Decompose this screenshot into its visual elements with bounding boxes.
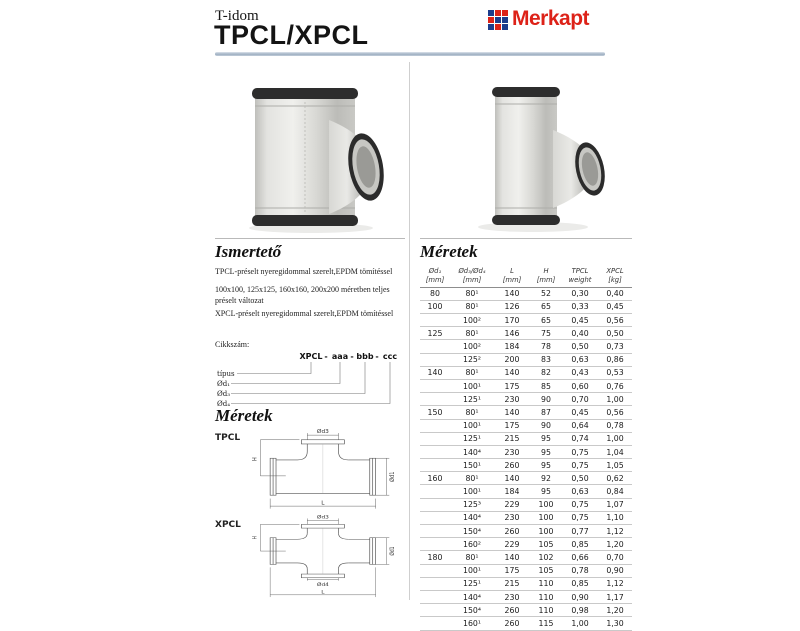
table-row: 140⁴ 230 100 0,75 1,10 <box>420 511 632 524</box>
table-row: 140⁴ 230 110 0,90 1,17 <box>420 590 632 603</box>
code-separator-2: - <box>350 352 354 361</box>
table-row: 80 80¹ 140 52 0,30 0,40 <box>420 287 632 300</box>
table-row: 100¹ 175 105 0,78 0,90 <box>420 564 632 577</box>
tpcl-technical-drawing <box>235 428 401 512</box>
drawings-heading: Méretek <box>215 406 273 425</box>
merkapt-logo-text: Merkapt <box>512 7 590 30</box>
article-number-label: Cikkszám: <box>215 340 250 349</box>
tpcl-drawing-label: TPCL <box>215 433 241 443</box>
tpcl-dim-d1: Ød1 <box>389 471 397 482</box>
table-row: 140⁴ 230 95 0,75 1,04 <box>420 445 632 458</box>
xpcl-drawing-label: XPCL <box>215 520 241 530</box>
table-row: 100¹ 175 85 0,60 0,76 <box>420 379 632 392</box>
table-row: 125³ 229 100 0,75 1,07 <box>420 498 632 511</box>
xpcl-product-photo <box>443 78 633 236</box>
table-row: 180 80¹ 140 102 0,66 0,70 <box>420 551 632 564</box>
table-row: 160 80¹ 140 92 0,50 0,62 <box>420 472 632 485</box>
intro-paragraph-2: 100x100, 125x125, 160x160, 200x200 méretben teljes préselt változat <box>215 285 390 306</box>
table-row: 140 80¹ 140 82 0,43 0,53 <box>420 366 632 379</box>
size-table <box>420 266 632 631</box>
code-separator-3: - <box>375 352 379 361</box>
column-divider <box>409 62 410 600</box>
size-table-body <box>420 287 632 630</box>
col-header-l: L [mm] <box>494 266 530 287</box>
xpcl-dim-h: H <box>251 536 259 540</box>
merkapt-logo <box>487 7 589 31</box>
xpcl-technical-drawing <box>235 514 401 600</box>
tpcl-dim-d3: Ød3 <box>316 429 329 435</box>
table-row: 125¹ 215 110 0,85 1,12 <box>420 577 632 590</box>
table-row: 150⁴ 260 110 0,98 1,20 <box>420 604 632 617</box>
table-row: 100 80¹ 126 65 0,33 0,45 <box>420 300 632 313</box>
page-title: TPCL/XPCL <box>214 20 369 50</box>
xpcl-dim-d4: Ød4 <box>316 582 329 588</box>
code-legend-d3: Ød₃ <box>217 390 231 398</box>
col-header-d3d4: Ød₃/Ød₄ [mm] <box>450 266 494 287</box>
intro-paragraph-1: TPCL-préselt nyeregidommal szerelt,EPDM tömítéssel <box>215 267 393 276</box>
header-subtitle: T-idom <box>215 8 259 24</box>
code-token-type: XPCL <box>299 352 323 361</box>
intro-paragraph-3: XPCL-préselt nyeregidommal szerelt,EPDM tömítéssel <box>215 309 394 318</box>
table-row: 100¹ 175 90 0,64 0,78 <box>420 419 632 432</box>
code-separator-1: - <box>324 352 328 361</box>
col-header-d1: Ød₁ [mm] <box>420 266 450 287</box>
table-row: 150⁴ 260 100 0,77 1,12 <box>420 525 632 538</box>
table-row: 100² 170 65 0,45 0,56 <box>420 314 632 327</box>
tpcl-dim-l: L <box>321 500 325 507</box>
table-row: 125¹ 215 95 0,74 1,00 <box>420 432 632 445</box>
table-row: 150¹ 260 95 0,75 1,05 <box>420 459 632 472</box>
xpcl-dim-l: L <box>321 589 325 596</box>
intro-section-rule <box>215 238 405 239</box>
tpcl-dim-h: H <box>252 457 259 461</box>
tpcl-product-photo <box>233 76 398 238</box>
col-header-h: H [mm] <box>530 266 562 287</box>
col-header-tpcl-weight: TPCL weight <box>562 266 598 287</box>
table-heading: Méretek <box>420 242 478 261</box>
table-row: 160¹ 260 115 1,00 1,30 <box>420 617 632 630</box>
xpcl-dim-d3: Ød3 <box>316 515 329 521</box>
table-row: 125 80¹ 146 75 0,40 0,50 <box>420 327 632 340</box>
code-legend-d1: Ød₁ <box>217 380 231 388</box>
col-header-xpcl-kg: XPCL [kg] <box>598 266 632 287</box>
table-section-rule <box>420 238 632 239</box>
code-token-d4: ccc <box>382 352 398 361</box>
table-row: 100² 184 78 0,50 0,73 <box>420 340 632 353</box>
code-legend-type: típus <box>217 370 235 378</box>
table-row: 160² 229 105 0,85 1,20 <box>420 538 632 551</box>
table-row: 100¹ 184 95 0,63 0,84 <box>420 485 632 498</box>
code-token-d3: bbb <box>356 352 374 361</box>
code-token-d1: aaa <box>331 352 349 361</box>
table-header-row <box>420 266 632 287</box>
code-legend-d4: Ød₄ <box>217 400 231 408</box>
table-row: 125¹ 230 90 0,70 1,00 <box>420 393 632 406</box>
xpcl-dim-d1: Ød1 <box>389 546 397 556</box>
table-row: 150 80¹ 140 87 0,45 0,56 <box>420 406 632 419</box>
article-code-diagram <box>215 346 405 408</box>
header-rule <box>215 52 605 56</box>
table-row: 125² 200 83 0,63 0,86 <box>420 353 632 366</box>
intro-heading: Ismertető <box>215 242 282 261</box>
merkapt-logo-icon <box>487 9 509 30</box>
